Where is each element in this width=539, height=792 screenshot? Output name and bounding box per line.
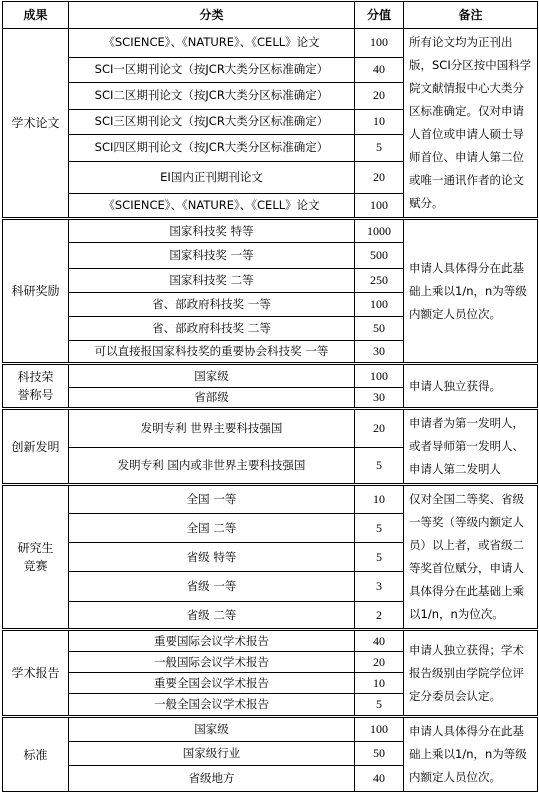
score-cell: 5	[355, 514, 404, 543]
score-cell: 2	[355, 602, 404, 630]
score-cell: 40	[355, 630, 404, 652]
score-cell: 30	[355, 341, 404, 364]
classification-cell: 省级 一等	[69, 572, 355, 602]
score-cell: 5	[355, 447, 404, 484]
table-row	[3, 630, 538, 652]
classification-cell: 重要全国会议学术报告	[69, 673, 355, 694]
classification-cell: 国家科技奖 一等	[69, 243, 355, 269]
table-row	[3, 364, 538, 388]
header-row	[3, 2, 538, 29]
table-row	[3, 29, 538, 58]
header-achievement: 成果	[3, 2, 69, 29]
classification-cell: 《SCIENCE》、《NATURE》、《CELL》论文	[69, 193, 355, 218]
category-cell: 学术论文	[3, 29, 69, 219]
classification-cell: 发明专利 国内或非世界主要科技强国	[69, 447, 355, 484]
classification-cell: 国家级行业	[69, 741, 355, 766]
score-cell: 20	[355, 652, 404, 673]
classification-cell: 国家科技奖 二等	[69, 269, 355, 293]
score-cell: 500	[355, 243, 404, 269]
score-cell: 20	[355, 409, 404, 448]
classification-cell: SCI四区期刊论文（按JCR大类分区标准确定）	[69, 135, 355, 162]
classification-cell: 省部级	[69, 388, 355, 409]
score-cell: 100	[355, 29, 404, 58]
score-cell: 30	[355, 388, 404, 409]
score-cell: 5	[355, 135, 404, 162]
score-cell: 10	[355, 109, 404, 134]
classification-cell: 国家级	[69, 364, 355, 388]
score-cell: 20	[355, 161, 404, 193]
category-cell: 学术报告	[3, 630, 69, 717]
header-classification: 分类	[69, 2, 355, 29]
classification-cell: 省级 特等	[69, 543, 355, 572]
classification-cell: 一般国际会议学术报告	[69, 652, 355, 673]
classification-cell: 全国 二等	[69, 514, 355, 543]
score-cell: 40	[355, 766, 404, 792]
score-cell: 100	[355, 717, 404, 742]
score-cell: 40	[355, 57, 404, 82]
category-cell: 科研奖励	[3, 219, 69, 364]
category-cell: 科技荣誉称号	[3, 364, 69, 409]
score-cell: 3	[355, 572, 404, 602]
classification-cell: 重要国际会议学术报告	[69, 630, 355, 652]
category-cell: 创新发明	[3, 409, 69, 485]
score-cell: 1000	[355, 219, 404, 243]
score-cell: 10	[355, 485, 404, 514]
classification-cell: 全国 一等	[69, 485, 355, 514]
score-cell: 5	[355, 543, 404, 572]
remarks-cell: 申请者为第一发明人，或者导师第一发明人、申请人第二发明人	[404, 409, 538, 485]
classification-cell: SCI三区期刊论文（按JCR大类分区标准确定）	[69, 109, 355, 134]
score-cell: 250	[355, 269, 404, 293]
classification-cell: EI国内正刊期刊论文	[69, 161, 355, 193]
classification-cell: 国家科技奖 特等	[69, 219, 355, 243]
score-cell: 100	[355, 293, 404, 317]
score-cell: 10	[355, 673, 404, 694]
table-row	[3, 717, 538, 742]
score-cell: 100	[355, 193, 404, 218]
scoring-table	[2, 1, 538, 792]
remarks-cell: 申请人具体得分在此基础上乘以1/n，n为等级内额定人员位次。	[404, 219, 538, 364]
classification-cell: 《SCIENCE》、《NATURE》、《CELL》论文	[69, 29, 355, 58]
classification-cell: 省、部政府科技奖 一等	[69, 293, 355, 317]
remarks-cell: 申请人独立获得；学术报告级别由学院学位评定分委员会认定。	[404, 630, 538, 717]
classification-cell: SCI一区期刊论文（按JCR大类分区标准确定）	[69, 57, 355, 82]
classification-cell: 一般全国会议学术报告	[69, 694, 355, 717]
category-cell: 标准	[3, 717, 69, 792]
classification-cell: 省级地方	[69, 766, 355, 792]
score-cell: 20	[355, 83, 404, 110]
table-row	[3, 219, 538, 243]
remarks-cell: 仅对全国二等奖、省级一等奖（等级内额定人员）以上者，或省级二等奖首位赋分，申请人具体得分在此基础上乘以1/n，n为位次。	[404, 485, 538, 630]
category-cell: 研究生竞赛	[3, 485, 69, 630]
remarks-cell: 申请人具体得分在此基础上乘以1/n，n为等级内额定人员位次。	[404, 717, 538, 792]
score-cell: 50	[355, 741, 404, 766]
classification-cell: 国家级	[69, 717, 355, 742]
remarks-cell: 所有论文均为正刊出版，SCI分区按中国科学院文献情报中心大类分区标准确定。仅对申请人首位或申请人硕士导师首位、申请人第二位或唯一通讯作者的论文赋分。	[404, 29, 538, 219]
score-cell: 50	[355, 317, 404, 341]
classification-cell: 可以直接报国家科技奖的重要协会科技奖 一等	[69, 341, 355, 364]
table-row	[3, 409, 538, 448]
remarks-cell: 申请人独立获得。	[404, 364, 538, 409]
score-cell: 5	[355, 694, 404, 717]
table-row	[3, 485, 538, 514]
header-remarks: 备注	[404, 2, 538, 29]
header-score: 分值	[355, 2, 404, 29]
classification-cell: 省、部政府科技奖 二等	[69, 317, 355, 341]
classification-cell: 省级 二等	[69, 602, 355, 630]
score-cell: 100	[355, 364, 404, 388]
classification-cell: SCI二区期刊论文（按JCR大类分区标准确定）	[69, 83, 355, 110]
classification-cell: 发明专利 世界主要科技强国	[69, 409, 355, 448]
